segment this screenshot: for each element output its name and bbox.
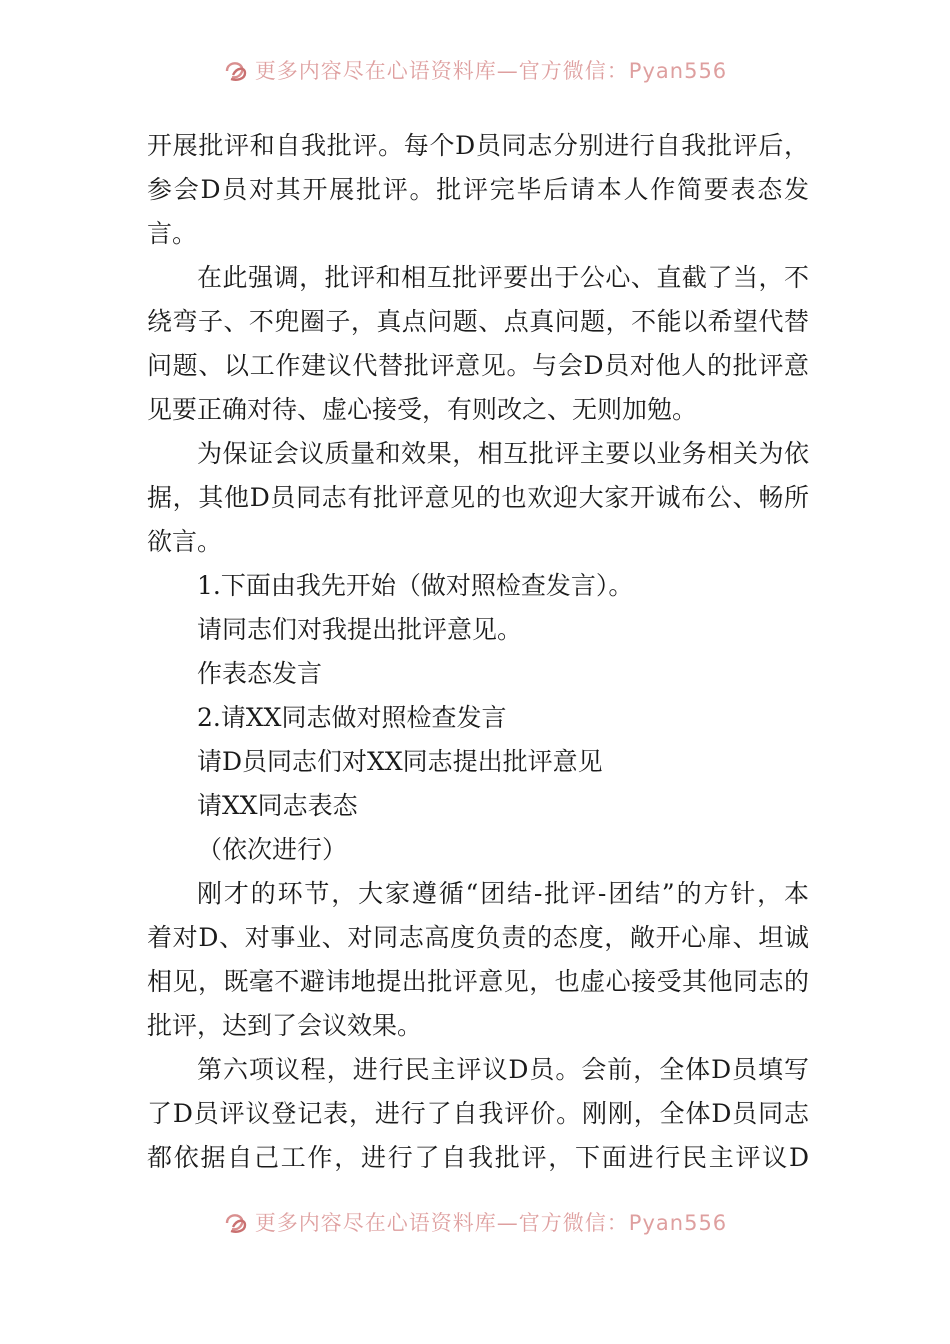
watermark-logo-icon: [223, 57, 249, 83]
text-line: 欲言。: [147, 527, 223, 556]
watermark-text: 更多内容尽在心语资料库—官方微信：Pyan556: [254, 1211, 728, 1235]
document-body: [147, 124, 809, 1180]
text-line: 问题、以工作建议代替批评意见。与会D员对他人的批评意: [147, 351, 809, 380]
text-line: 着对D、对事业、对同志高度负责的态度，敞开心扉、坦诚: [147, 923, 809, 952]
text-line: 作表态发言: [197, 659, 323, 688]
text-line: 刚才的环节，大家遵循“团结-批评-团结”的方针，本: [197, 879, 809, 908]
text-line: 2.请XX同志做对照检查发言: [197, 703, 507, 732]
watermark-footer: [0, 1204, 950, 1240]
text-line: 了D员评议登记表，进行了自我评价。刚刚，全体D员同志: [147, 1099, 809, 1128]
text-line: （依次进行）: [197, 835, 348, 864]
text-line: 批评，达到了会议效果。: [147, 1011, 423, 1040]
text-line: 开展批评和自我批评。每个D员同志分别进行自我批评后，: [147, 131, 809, 160]
text-line: 在此强调，批评和相互批评要出于公心、直截了当，不: [197, 263, 809, 292]
text-line: 相见，既毫不避讳地提出批评意见，也虚心接受其他同志的: [147, 967, 809, 996]
watermark-text: 更多内容尽在心语资料库—官方微信：Pyan556: [254, 59, 728, 83]
text-line: 绕弯子、不兜圈子，真点问题、点真问题，不能以希望代替: [147, 307, 809, 336]
watermark-logo-icon: [223, 1209, 249, 1235]
text-line: 请D员同志们对XX同志提出批评意见: [197, 747, 603, 776]
watermark-header: [0, 52, 950, 88]
text-line: 参会D员对其开展批评。批评完毕后请本人作简要表态发: [147, 175, 809, 204]
text-line: 请同志们对我提出批评意见。: [197, 615, 523, 644]
text-line: 第六项议程，进行民主评议D员。会前，全体D员填写: [197, 1055, 809, 1084]
text-line: 言。: [147, 219, 198, 248]
text-line: 都依据自己工作，进行了自我批评，下面进行民主评议D: [147, 1143, 809, 1172]
text-line: 见要正确对待、虚心接受，有则改之、无则加勉。: [147, 395, 698, 424]
text-line: 1.下面由我先开始（做对照检查发言）。: [197, 571, 634, 600]
text-line: 请XX同志表态: [197, 791, 358, 820]
text-line: 据，其他D员同志有批评意见的也欢迎大家开诚布公、畅所: [147, 483, 809, 512]
text-line: 为保证会议质量和效果，相互批评主要以业务相关为依: [197, 439, 809, 468]
